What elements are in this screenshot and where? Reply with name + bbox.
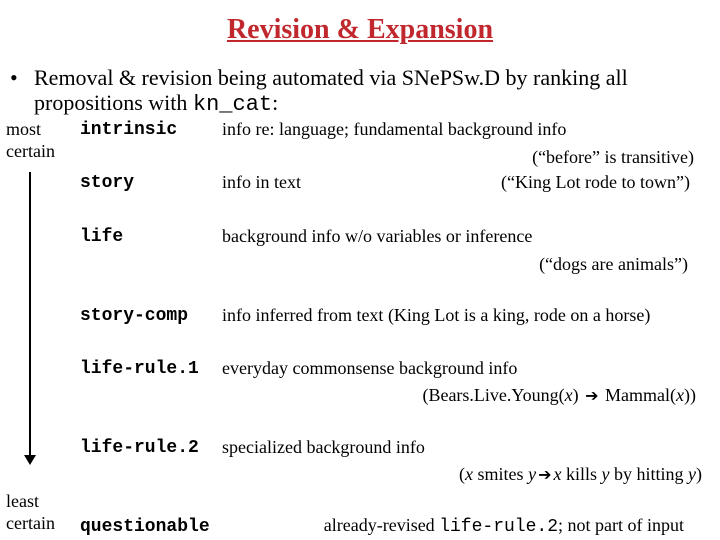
intro-text [34,65,628,117]
category-life: life [80,227,124,247]
intro-line-2 [34,90,628,117]
description-story-comp: info inferred from text (King Lot is a king, rode on a horse) [222,305,651,325]
example-text: Mammal( [600,385,676,405]
variable-x: x [676,385,684,405]
category-life-rule-2: life-rule.2 [80,438,199,458]
description-text: ; not part of input [558,515,684,535]
variable-y: y [688,464,696,484]
example-text: (Bears.Live.Young( [422,385,565,405]
code-life-rule-2: life-rule.2 [439,517,559,537]
example-text: smites [473,464,529,484]
example-text: ( [459,464,466,484]
variable-x: x [553,464,562,484]
variable-x: x [564,385,573,405]
example-life-rule-1 [422,385,696,406]
intro-line-1: Removal & revision being automated via SNePSw.D by ranking all [34,65,628,90]
example-life: (“dogs are animals”) [539,254,688,274]
category-intrinsic: intrinsic [80,120,178,140]
scale-bottom-line-1: least [6,491,39,511]
example-text: ) [696,464,702,484]
example-text: )) [684,385,696,405]
scale-top-line-1: most [6,119,42,139]
intro-line-2-suffix: : [272,90,279,115]
category-story-comp: story-comp [80,306,189,326]
example-text: ) [572,385,584,405]
scale-bottom-line-2: certain [6,513,55,533]
description-intrinsic: info re: language; fundamental background info [222,119,567,139]
description-questionable [324,515,684,537]
example-text: by hitting [609,464,688,484]
category-questionable: questionable [80,517,210,537]
intro-code-kn-cat: kn_cat [192,92,273,117]
example-text: kills [561,464,602,484]
slide-title: Revision & Expansion [226,14,494,45]
category-life-rule-1: life-rule.1 [80,359,199,379]
variable-x: x [465,464,474,484]
description-text: already-revised [323,515,440,535]
description-life-rule-2: specialized background info [222,437,425,457]
example-life-rule-2 [459,464,702,485]
description-life: background info w/o variables or inference [222,226,533,246]
scale-bottom-label [6,490,55,534]
implies-arrow-icon: ➔ [585,386,599,405]
description-story: info in text [222,172,301,192]
scale-top-label [6,118,55,162]
category-story: story [80,173,135,193]
intro-line-2-prefix: propositions with [34,90,193,115]
bullet-marker: • [10,65,18,90]
example-intrinsic: (“before” is transitive) [532,147,694,167]
variable-y: y [601,464,610,484]
certainty-arrow-shaft [29,172,31,457]
scale-top-line-2: certain [6,141,55,161]
variable-y: y [528,464,537,484]
certainty-arrow-head [24,455,36,465]
description-life-rule-1: everyday commonsense background info [222,358,518,378]
example-story: (“King Lot rode to town”) [501,172,690,192]
implies-arrow-icon: ➔ [538,465,552,484]
